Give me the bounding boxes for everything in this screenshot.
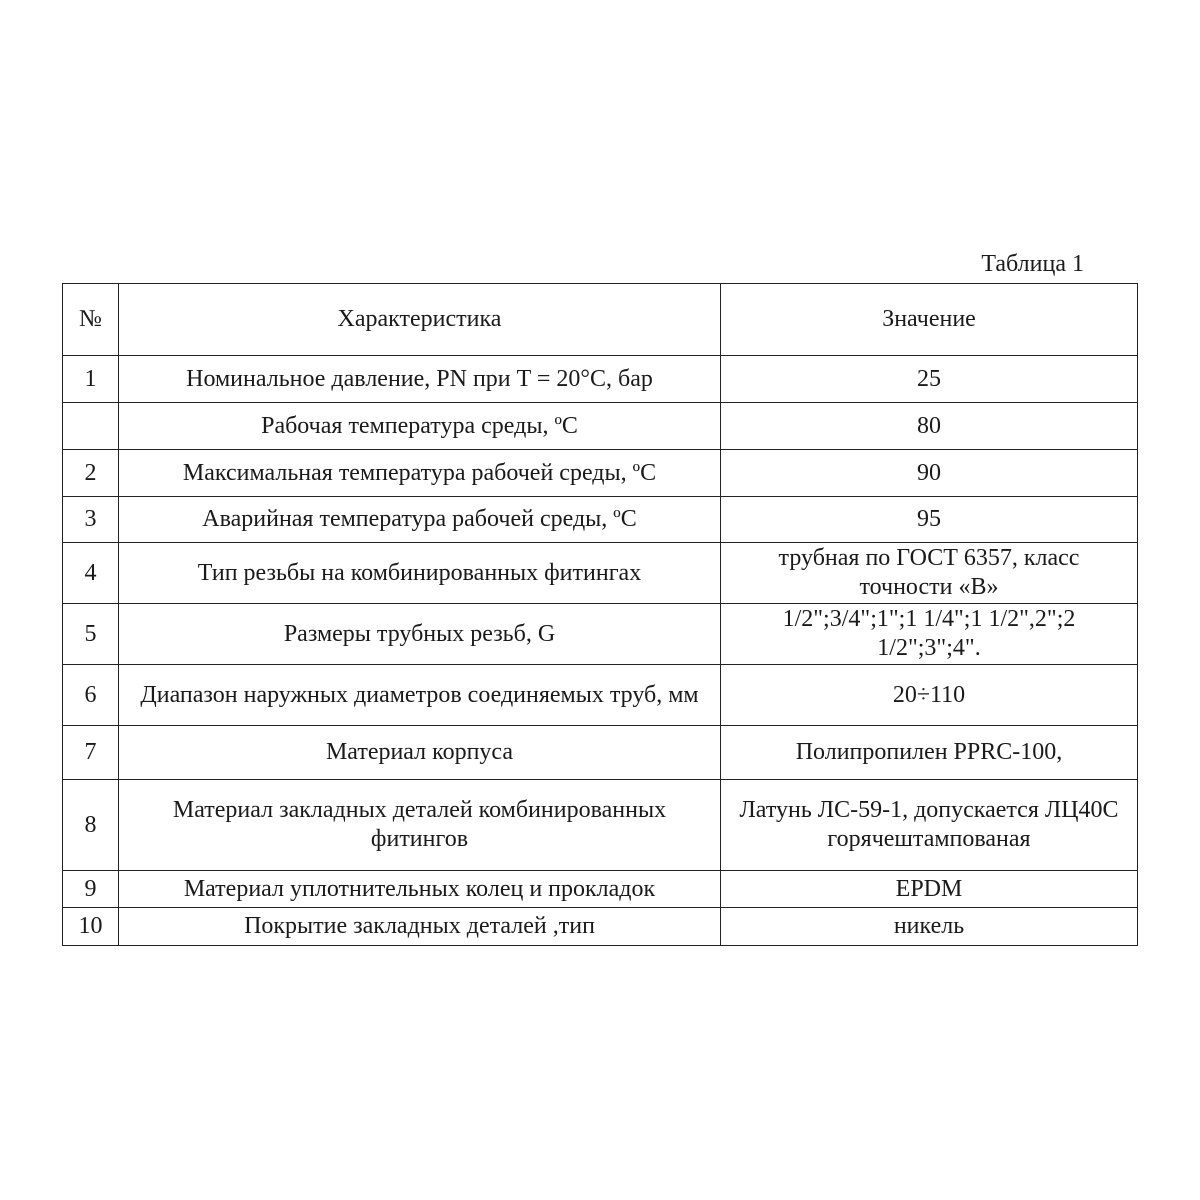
row-number: 2 [63, 450, 119, 497]
row-number: 5 [63, 604, 119, 665]
row-value: трубная по ГОСТ 6357, класс точности «B» [721, 543, 1138, 604]
row-number: 6 [63, 665, 119, 726]
row-number: 4 [63, 543, 119, 604]
header-characteristic: Характеристика [119, 284, 721, 356]
table-row [63, 908, 1138, 946]
row-value: EPDM [721, 871, 1138, 908]
table-row [63, 871, 1138, 908]
table-row [63, 497, 1138, 543]
row-number: 1 [63, 356, 119, 403]
table-row [63, 543, 1138, 604]
table-caption: Таблица 1 [981, 251, 1084, 277]
row-number: 7 [63, 726, 119, 780]
row-number: 3 [63, 497, 119, 543]
row-value: 1/2";3/4";1";1 1/4";1 1/2",2";2 1/2";3";4". [721, 604, 1138, 665]
row-value: 20÷110 [721, 665, 1138, 726]
row-characteristic: Материал уплотнительных колец и прокладок [119, 871, 721, 908]
row-number: 8 [63, 780, 119, 871]
table-row [63, 356, 1138, 403]
row-value: 90 [721, 450, 1138, 497]
row-number: 10 [63, 908, 119, 946]
row-characteristic: Тип резьбы на комбинированных фитингах [119, 543, 721, 604]
header-number: № [63, 284, 119, 356]
row-number [63, 403, 119, 450]
table-row [63, 726, 1138, 780]
row-value: Латунь ЛС-59-1, допускается ЛЦ40С горячештампованая [721, 780, 1138, 871]
row-characteristic: Материал корпуса [119, 726, 721, 780]
row-number: 9 [63, 871, 119, 908]
table-header-row [63, 284, 1138, 356]
row-characteristic: Покрытие закладных деталей ,тип [119, 908, 721, 946]
row-value: 80 [721, 403, 1138, 450]
row-characteristic: Материал закладных деталей комбинированных фитингов [119, 780, 721, 871]
row-value: Полипропилен PPRC-100, [721, 726, 1138, 780]
row-value: 25 [721, 356, 1138, 403]
table-row [63, 604, 1138, 665]
row-characteristic: Номинальное давление, PN при T = 20°C, бар [119, 356, 721, 403]
specifications-table [62, 283, 1138, 946]
row-value: 95 [721, 497, 1138, 543]
table-row [63, 450, 1138, 497]
row-characteristic: Аварийная температура рабочей среды, ºC [119, 497, 721, 543]
row-value: никель [721, 908, 1138, 946]
row-characteristic: Диапазон наружных диаметров соединяемых труб, мм [119, 665, 721, 726]
row-characteristic: Рабочая температура среды, ºC [119, 403, 721, 450]
table-row [63, 665, 1138, 726]
table-row [63, 780, 1138, 871]
header-value: Значение [721, 284, 1138, 356]
row-characteristic: Размеры трубных резьб, G [119, 604, 721, 665]
row-characteristic: Максимальная температура рабочей среды, ºC [119, 450, 721, 497]
table-row [63, 403, 1138, 450]
